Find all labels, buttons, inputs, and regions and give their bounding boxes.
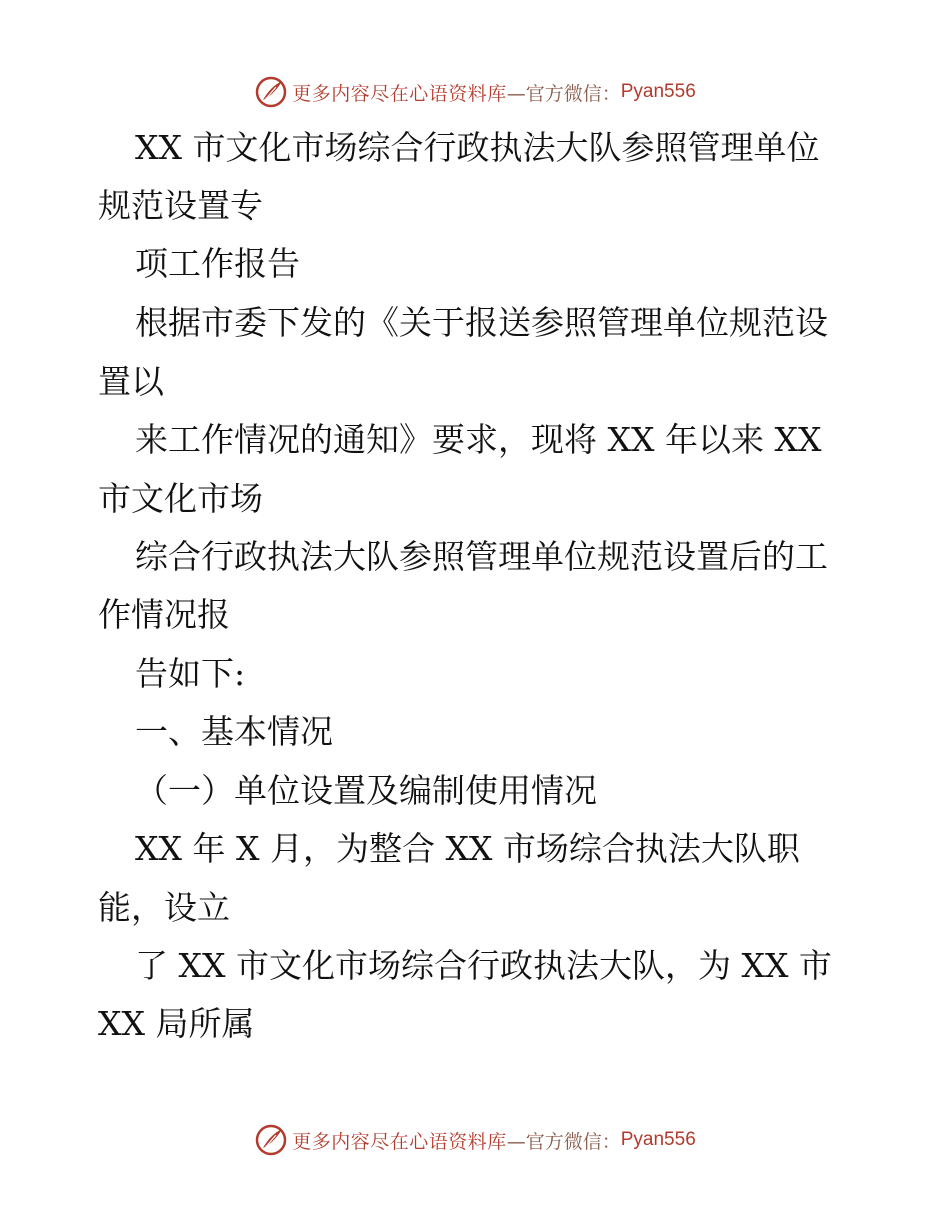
- paragraph-line: 根据市委下发的《关于报送参照管理单位规范设: [135, 303, 828, 342]
- title-line-3: 项工作报告: [135, 244, 300, 283]
- paragraph-line: XX 年 X 月，为整合 XX 市场综合执法大队职: [135, 829, 800, 868]
- title-line-1: XX 市文化市场综合行政执法大队参照管理单位: [135, 128, 820, 167]
- footer-banner: [0, 1120, 950, 1160]
- banner-sub-text: —官方微信：: [506, 1130, 621, 1153]
- section-heading: 一、基本情况: [135, 712, 333, 751]
- paragraph-line: 了 XX 市文化市场综合行政执法大队，为 XX 市: [135, 946, 832, 985]
- banner-wechat-id: Pyan556: [620, 1129, 696, 1150]
- paragraph-line: 能，设立: [98, 888, 230, 927]
- paragraph-line: 置以: [98, 362, 164, 401]
- feather-logo-icon: [254, 75, 288, 109]
- banner-main-text: 更多内容尽在心语资料库: [292, 82, 507, 105]
- title-line-2: 规范设置专: [98, 186, 263, 225]
- banner-wechat-id: Pyan556: [620, 81, 696, 102]
- paragraph-line: 市文化市场: [98, 479, 263, 518]
- header-banner: [0, 72, 950, 112]
- paragraph-line: 作情况报: [98, 595, 230, 634]
- paragraph-line: XX 局所属: [98, 1004, 255, 1043]
- paragraph-line: 综合行政执法大队参照管理单位规范设置后的工: [135, 537, 828, 576]
- feather-logo-icon: [254, 1123, 288, 1157]
- paragraph-line: 来工作情况的通知》要求，现将 XX 年以来 XX: [135, 420, 822, 459]
- subsection-heading: （一）单位设置及编制使用情况: [135, 771, 597, 810]
- banner-main-text: 更多内容尽在心语资料库: [292, 1130, 507, 1153]
- banner-sub-text: —官方微信：: [506, 82, 621, 105]
- paragraph-line: 告如下:: [135, 654, 246, 693]
